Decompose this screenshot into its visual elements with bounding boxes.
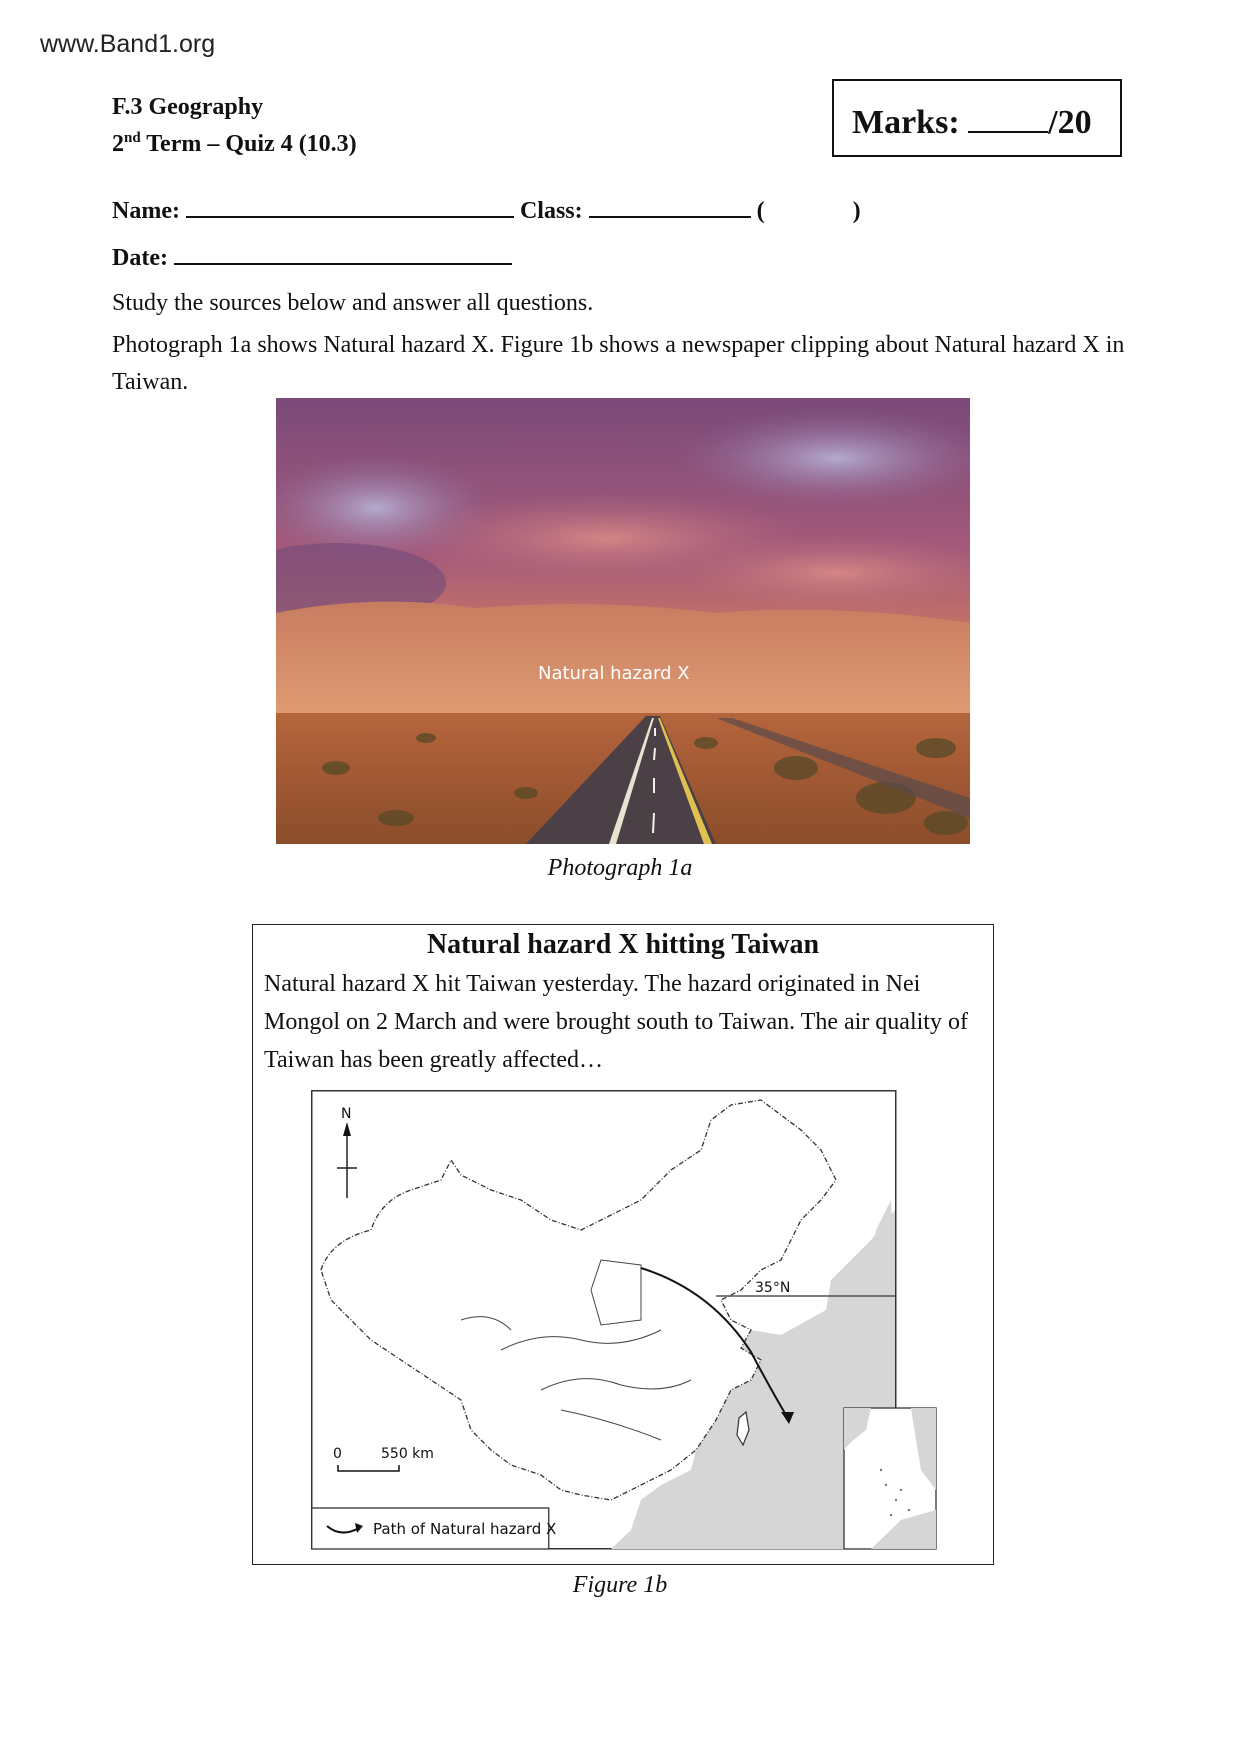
- name-blank[interactable]: [186, 196, 514, 218]
- date-blank[interactable]: [174, 243, 512, 265]
- photo-caption: Photograph 1a: [547, 855, 693, 881]
- marks-blank[interactable]: [968, 111, 1048, 133]
- scale-zero: 0: [333, 1446, 342, 1462]
- latitude-label: 35°N: [755, 1280, 791, 1296]
- news-title: Natural hazard X hitting Taiwan: [426, 929, 820, 960]
- marks-field: [852, 104, 1092, 142]
- site-url: www.Band1.org: [40, 30, 216, 58]
- marks-label: Marks:: [852, 104, 960, 141]
- news-body: Natural hazard X hit Taiwan yesterday. The hazard originated in Nei Mongol on 2 March and were brought south to Taiwan. The air quality of Taiwan has been greatly affected…: [264, 971, 968, 1073]
- figure-caption: Figure 1b: [572, 1572, 668, 1598]
- north-label: N: [341, 1106, 352, 1122]
- instructions: Study the sources below and answer all questions.: [112, 290, 594, 316]
- marks-total: /20: [1048, 104, 1092, 141]
- china-map: [311, 1090, 937, 1550]
- scale-distance: 550 km: [381, 1446, 434, 1462]
- date-label: Date:: [112, 245, 168, 271]
- source-description: Photograph 1a shows Natural hazard X. Figure 1b shows a newspaper clipping about Natural hazard X in Taiwan.: [112, 332, 1125, 395]
- class-blank[interactable]: [589, 196, 751, 218]
- photo-label: Natural hazard X: [538, 663, 690, 684]
- term-suffix: nd: [124, 130, 141, 146]
- date-row: [112, 243, 512, 272]
- term-number: 2: [112, 131, 124, 157]
- dust-storm-photo: [276, 398, 970, 844]
- open-paren: (: [756, 198, 765, 224]
- name-class-row: [112, 196, 861, 225]
- course-title: F.3 Geography: [112, 94, 264, 120]
- class-label: Class:: [519, 198, 583, 224]
- legend-label: Path of Natural hazard X: [373, 1520, 557, 1538]
- quiz-term: [112, 130, 357, 158]
- close-paren: ): [852, 198, 861, 224]
- term-text: Term – Quiz 4 (10.3): [140, 131, 357, 157]
- name-label: Name:: [112, 198, 180, 224]
